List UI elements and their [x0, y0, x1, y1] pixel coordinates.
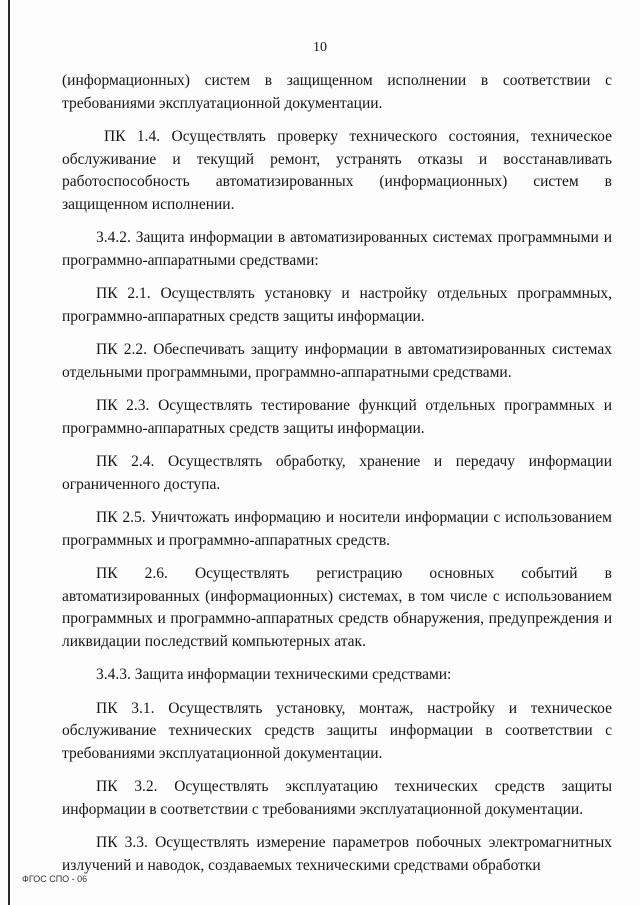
section-heading-3-4-2: 3.4.2. Защита информации в автоматизированных системах программными и программно-аппаратными средствами:	[62, 229, 612, 269]
document-body	[62, 70, 612, 888]
paragraph-pk-3-1: ПК 3.1. Осуществлять установку, монтаж, настройку и техническое обслуживание технических средств защиты информации в соответствии с требованиями эксплуатационной документации.	[62, 699, 612, 762]
page-number: 10	[313, 40, 327, 55]
paragraph-pk-2-4: ПК 2.4. Осуществлять обработку, хранение и передачу информации ограниченного доступа.	[62, 453, 612, 493]
paragraph-continuation: (информационных) систем в защищенном исполнении в соответствии с требованиями эксплуатационной документации.	[62, 72, 612, 112]
paragraph-pk-2-6: ПК 2.6. Осуществлять регистрацию основных событий в автоматизированных (информационных) системах, в том числе с использованием программных и программно-аппаратных средств обнаружения, предупреждения и ликвидации последствий компьютерных атак.	[62, 565, 612, 650]
section-heading-3-4-3: 3.4.3. Защита информации техническими средствами:	[96, 666, 452, 683]
paragraph-pk-2-5: ПК 2.5. Уничтожать информацию и носители информации с использованием программных и программно-аппаратных средств.	[62, 509, 612, 549]
paragraph-pk-2-2: ПК 2.2. Обеспечивать защиту информации в автоматизированных системах отдельными программными, программно-аппаратными средствами.	[62, 341, 612, 381]
paragraph-pk-3-2: ПК 3.2. Осуществлять эксплуатацию технических средств защиты информации в соответствии с требованиями эксплуатационной документации.	[62, 778, 612, 818]
page-edge-line	[8, 0, 10, 905]
paragraph-pk-1-4: ПК 1.4. Осуществлять проверку технического состояния, техническое обслуживание и текущий ремонт, устранять отказы и восстанавливать работоспособность автоматизированных (информационных) систем в защищенном исполнении.	[62, 128, 612, 213]
paragraph-pk-2-3: ПК 2.3. Осуществлять тестирование функций отдельных программных и программно-аппаратных средств защиты информации.	[62, 397, 612, 437]
paragraph-pk-2-1: ПК 2.1. Осуществлять установку и настройку отдельных программных, программно-аппаратных средств защиты информации.	[62, 285, 612, 325]
paragraph-pk-3-3: ПК 3.3. Осуществлять измерение параметров побочных электромагнитных излучений и наводок, создаваемых техническими средствами обработки	[62, 834, 612, 874]
footer-label: ФГОС СПО - 06	[22, 874, 88, 884]
